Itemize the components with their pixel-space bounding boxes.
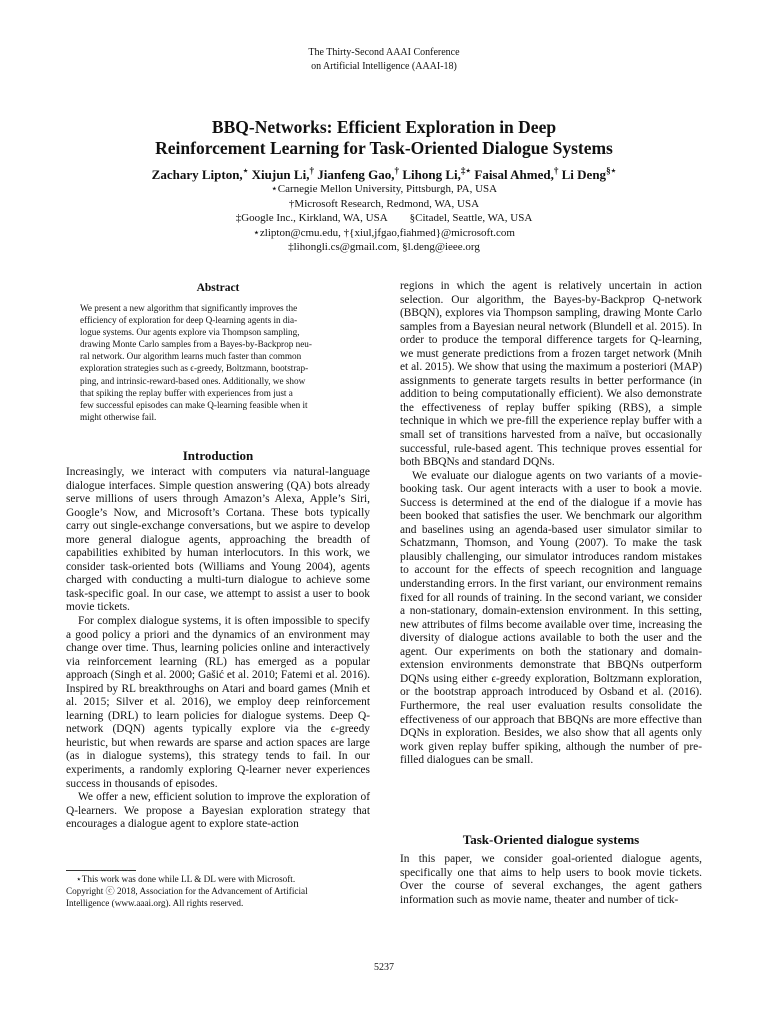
abstract-line: logue systems. Our agents explore via Thompson sampling,	[80, 327, 300, 338]
author-name: Xiujun Li,	[251, 167, 310, 182]
abstract-line: ral network. Our algorithm learns much faster than common	[80, 351, 302, 362]
affiliation-google: ‡Google Inc., Kirkland, WA, USA	[235, 212, 388, 225]
title-line-1: BBQ-Networks: Efficient Exploration in Deep	[211, 117, 557, 137]
author-list	[0, 167, 768, 183]
abstract-heading: Abstract	[196, 282, 240, 294]
title-line-2: Reinforcement Learning for Task-Oriented Dialogue Systems	[155, 138, 613, 158]
author-name: Jianfeng Gao,	[317, 167, 395, 182]
right-column-body	[400, 280, 702, 768]
paragraph: regions in which the agent is relatively uncertain in action selection. Our algorithm, the Bayes-by-Backprop Q-network (BBQN), explores via Thompson sampling, drawing Monte Carlo samples from a Bayesian neural network (Blundell et al. 2015). In order to produce the temporal difference targets for Q-learning, we must generate predictions from a frozen target network (Mnih et al. 2015). We show that using the maximum a posteriori (MAP) assignments to generate targets results in better performance (in addition to being computationally efficient). We also demonstrate the effectiveness of replay buffer spiking (RBS), a simple technique in which we pre-fill the experience replay buffer with a small set of transitions harvested from a naïve, but occasionally successful, rule-based agent. This technique proves essential for both BBQNs and standard DQNs.	[400, 280, 702, 469]
paper-title	[0, 117, 768, 159]
paragraph: Increasingly, we interact with computers via natural-language dialogue interfaces. Simple question answering (QA) bots already serve millions of users through Amazon’s Alexa, Apple’s Siri, Google’s Now, and Microsoft’s Cortana. These bots typically carry out single-exchange conversations, but we aspire to develop more general dialogue agents, approaching the breadth of capabilities exhibited by human interlocutors. In this work, we consider task-oriented bots (Williams and Young 2004), agents charged with conducting a multi-turn dialogue to achieve some task-specific goal. In our case, we attempt to assist a user to book movie tickets.	[66, 466, 370, 614]
section-body	[400, 853, 702, 907]
affiliation-citadel: §Citadel, Seattle, WA, USA	[409, 212, 533, 225]
section-heading: Task-Oriented dialogue systems	[462, 832, 640, 847]
abstract-line: few successful episodes can make Q-learning feasible when it	[80, 399, 308, 410]
affiliations	[0, 182, 768, 255]
conference-line-1: The Thirty-Second AAAI Conference	[308, 47, 460, 58]
footnote	[66, 870, 370, 909]
author-name: Zachary Lipton,	[151, 167, 243, 182]
author-name: Li Deng	[561, 167, 607, 182]
introduction-heading: Introduction	[182, 448, 254, 463]
email-line-1: ⋆zlipton@cmu.edu, †{xiul,jfgao,fiahmed}@microsoft.com	[253, 226, 515, 239]
footnote-line: Intelligence (www.aaai.org). All rights reserved.	[66, 898, 244, 908]
affiliation-cmu: ⋆Carnegie Mellon University, Pittsburgh, PA, USA	[270, 183, 498, 195]
footnote-line: Copyright ⓒ 2018, Association for the Advancement of Artificial	[66, 886, 308, 896]
author-mark: †	[394, 165, 400, 176]
abstract-line: that spiking the replay buffer with experiences from just a	[80, 387, 293, 398]
author-name: Lihong Li,	[402, 167, 461, 182]
conference-line-2: on Artificial Intelligence (AAAI-18)	[311, 61, 457, 72]
conference-header	[0, 46, 768, 74]
abstract-body	[80, 302, 356, 423]
abstract-line: might otherwise fail.	[80, 411, 157, 422]
abstract-line: drawing Monte Carlo samples from a Bayes-by-Backprop neu-	[80, 339, 312, 350]
abstract-line: efficiency of exploration for deep Q-learning agents in dia-	[80, 315, 298, 326]
author-mark: †	[553, 165, 559, 176]
author-mark: ‡⋆	[460, 165, 472, 176]
introduction-body	[66, 466, 370, 832]
email-line-2: ‡lihongli.cs@gmail.com, §l.deng@ieee.org	[288, 241, 480, 254]
abstract-line: exploration strategies such as ϵ-greedy, Boltzmann, bootstrap-	[80, 363, 309, 374]
author-mark: §⋆	[606, 165, 617, 176]
author-name: Faisal Ahmed,	[474, 167, 554, 182]
page-number: 5237	[374, 962, 394, 973]
paragraph: We offer a new, efficient solution to improve the exploration of Q-learners. We propose a Bayesian exploration strategy that encourages a dialogue agent to explore state-action	[66, 791, 370, 831]
footnote-line: ⋆This work was done while LL & DL were with Microsoft.	[76, 874, 296, 884]
abstract-line: ping, and intrinsic-reward-based ones. Additionally, we show	[80, 375, 306, 386]
footnote-rule	[66, 870, 136, 871]
author-mark: ⋆	[242, 165, 249, 176]
affiliation-msr: †Microsoft Research, Redmond, WA, USA	[288, 197, 480, 210]
author-mark: †	[309, 165, 314, 176]
paragraph: For complex dialogue systems, it is often impossible to specify a good policy a priori and the dynamics of an environment may change over time. Thus, learning policies online and interactively via reinforcement learning (RL) has emerged as a popular approach (Singh et al. 2000; Gašić et al. 2010; Fatemi et al. 2016). Inspired by RL breakthroughs on Atari and board games (Mnih et al. 2015; Silver et al. 2016), we employ deep reinforcement learning (DRL) to learn policies for dialogue systems. Deep Q-network (DQN) agents typically explore via the ϵ-greedy heuristic, but when rewards are sparse and action spaces are large (as in dialogue systems), this strategy tends to fail. In our experiments, a randomly exploring Q-learner never experiences success in thousands of episodes.	[66, 615, 370, 790]
paragraph: In this paper, we consider goal-oriented dialogue agents, specifically one that aims to help users to book movie tickets. Over the course of several exchanges, the agent gathers information such as movie name, theater and number of tick-	[400, 853, 702, 906]
abstract-line: We present a new algorithm that significantly improves the	[80, 303, 298, 313]
paragraph: We evaluate our dialogue agents on two variants of a movie-booking task. Our agent interacts with a user to book a movie. Success is determined at the end of the dialogue if a movie has been booked that satisfies the user. We benchmark our algorithm and baselines using an agenda-based user simulator similar to Schatzmann, Thomson, and Young (2007). To make the task plausibly challenging, our simulator introduces random mistakes to account for the effects of speech recognition and language understanding errors. In the first variant, our environment remains fixed for all rounds of training. In the second variant, we consider a non-stationary, domain-extension environment. In this setting, new attributes of films become available over time, increasing the diversity of dialogue actions available to both the user and the agent. Our experiments on both the stationary and domain-extension environments demonstrate that BBQNs outperform DQNs using either ϵ-greedy exploration, Boltzmann exploration, or the bootstrap approach introduced by Osband et al. (2016). Furthermore, the real user evaluation results consolidate the effectiveness of our approach that BBQNs are more effective than DQNs in exploration. Besides, we also show that all agents only work given replay buffer spiking, although the number of pre-filled dialogues can be small.	[400, 469, 702, 767]
